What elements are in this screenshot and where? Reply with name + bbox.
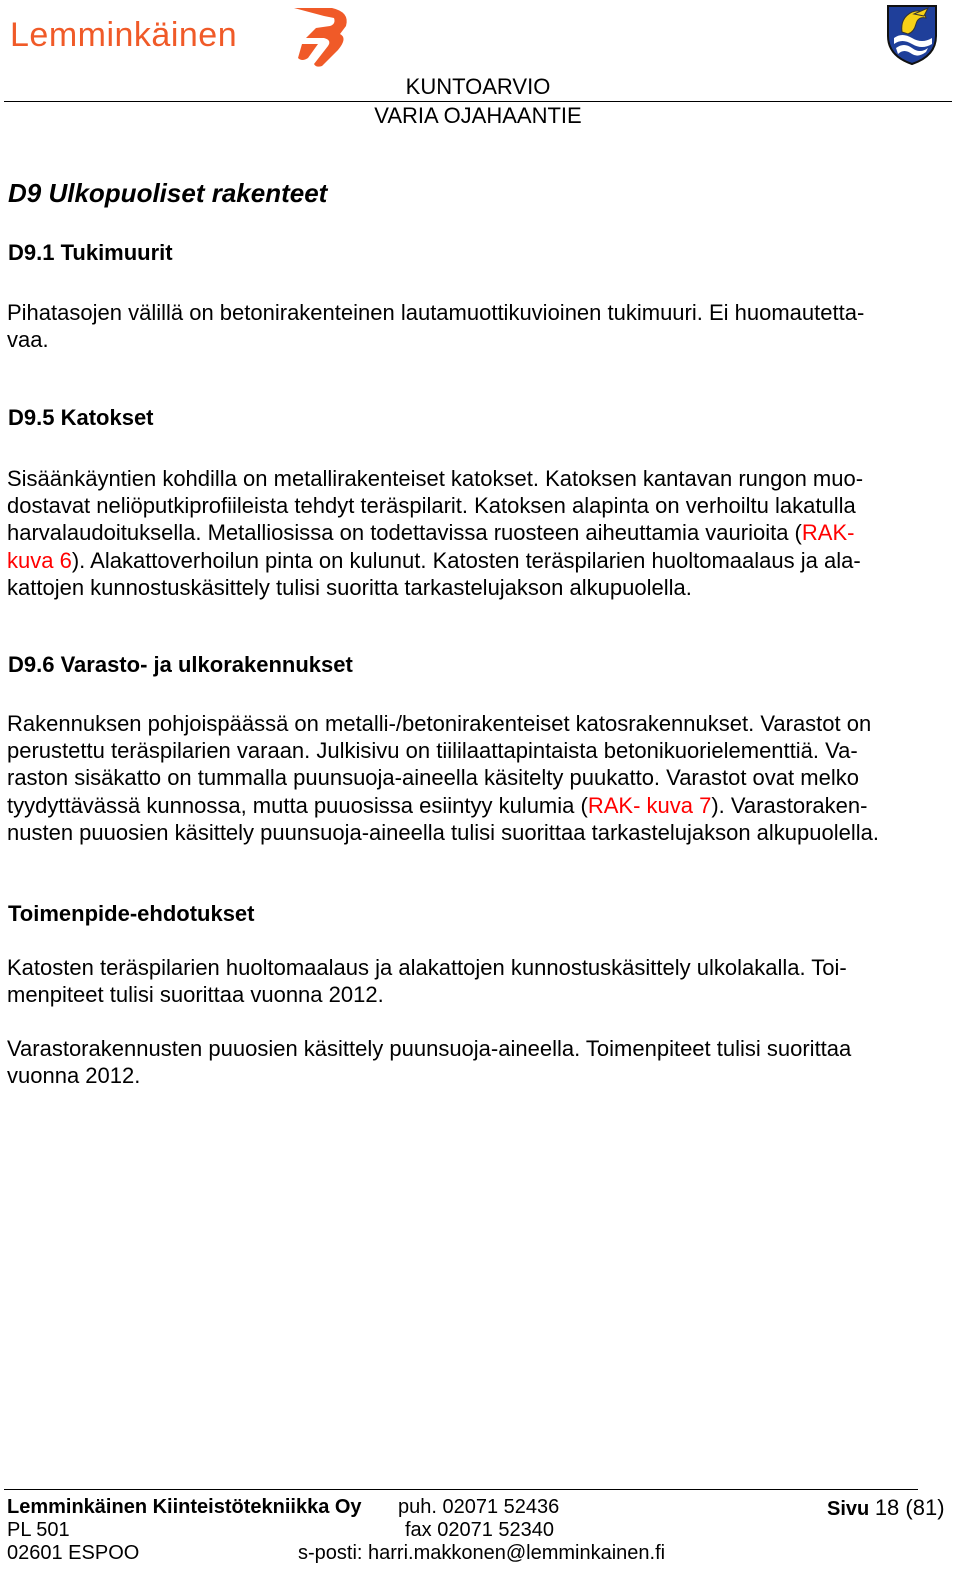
text-line (7, 519, 952, 546)
header-site-name: VARIA OJAHAANTIE (374, 103, 582, 128)
footer-postal: 02601 ESPOO (7, 1542, 140, 1564)
text-line: Pihatasojen välillä on betonirakenteinen lautamuottikuvioinen tukimuuri. Ei huomautetta- (7, 300, 865, 325)
text-line (7, 792, 952, 819)
page-label: Sivu (827, 1498, 870, 1520)
text-line: Rakennuksen pohjoispäässä on metalli-/betonirakenteiset katosrakennukset. Varastot on (7, 711, 872, 736)
subsection-heading-tukimuurit: D9.1 Tukimuurit (8, 240, 173, 265)
text-fragment: ). Varastoraken- (711, 792, 868, 818)
text-line (7, 547, 952, 574)
subsection-heading-katokset: D9.5 Katokset (8, 405, 154, 430)
text-line: vaa. (7, 327, 49, 353)
text-fragment: tyydyttävässä kunnossa, mutta puuosissa esiintyy kulumia ( (7, 792, 588, 818)
paragraph-action-2 (7, 1035, 952, 1089)
text-line: Varastorakennusten puuosien käsittely puunsuoja-aineella. Toimenpiteet tulisi suorittaa (7, 1036, 852, 1061)
text-line: perustettu teräspilarien varaan. Julkisivu on tiililaattapintaista betonikuorielementtiä. Va- (7, 738, 858, 764)
section-title: D9 Ulkopuoliset rakenteet (8, 178, 328, 208)
text-line: kattojen kunnostuskäsittely tulisi suoritta tarkastelujakson alkupuolella. (7, 574, 692, 600)
paragraph-tukimuurit (7, 299, 952, 353)
company-logo-arrow-icon (288, 4, 356, 68)
municipal-crest-icon (884, 2, 940, 66)
header-divider (4, 101, 952, 102)
footer-po-box: PL 501 (7, 1519, 70, 1541)
text-line: menpiteet tulisi suorittaa vuonna 2012. (7, 982, 384, 1008)
text-fragment: ). Alakattoverhoilun pinta on kulunut. Katosten teräspilarien huoltomaalaus ja ala- (71, 547, 861, 573)
footer-email: s-posti: harri.makkonen@lemminkainen.fi (298, 1542, 666, 1564)
text-line: Katosten teräspilarien huoltomaalaus ja alakattojen kunnostuskäsittely ulkolakalla. Toi- (7, 955, 847, 980)
text-line: vuonna 2012. (7, 1063, 141, 1089)
paragraph-katokset (7, 465, 952, 601)
paragraph-action-1 (7, 954, 952, 1008)
paragraph-varasto (7, 710, 952, 846)
header-doc-type: KUNTOARVIO (405, 74, 551, 99)
text-line: raston sisäkatto on tummalla puunsuoja-aineella käsitelty puukatto. Varastot ovat melko (7, 765, 859, 791)
subsection-heading-actions: Toimenpide-ehdotukset (8, 901, 255, 926)
company-logo-text: Lemminkäinen (10, 16, 238, 54)
footer-fax: fax 02071 52340 (405, 1519, 555, 1541)
footer-divider (4, 1489, 918, 1490)
image-reference-link[interactable]: RAK- kuva 7 (587, 792, 712, 818)
footer-page-number (827, 1496, 945, 1521)
text-line: dostavat neliöputkiprofiileista tehdyt teräspilarit. Katoksen alapinta on verhoiltu lakatulla (7, 493, 856, 519)
page-count: 18 (81) (874, 1495, 945, 1520)
text-line: Sisäänkäyntien kohdilla on metallirakenteiset katokset. Katoksen kantavan rungon muo- (7, 466, 864, 491)
subsection-heading-varasto: D9.6 Varasto- ja ulkorakennukset (8, 652, 353, 677)
text-fragment: harvalaudoituksella. Metalliosissa on todettavissa ruosteen aiheuttamia vaurioita ( (7, 520, 802, 546)
image-reference-link[interactable]: RAK- (801, 520, 855, 546)
text-line: nusten puuosien käsittely puunsuoja-aineella tulisi suorittaa tarkastelujakson alkupuolella. (7, 819, 879, 845)
footer-phone: puh. 02071 52436 (398, 1496, 560, 1518)
image-reference-link[interactable]: kuva 6 (7, 547, 72, 573)
footer-company: Lemminkäinen Kiinteistötekniikka Oy (7, 1496, 362, 1518)
